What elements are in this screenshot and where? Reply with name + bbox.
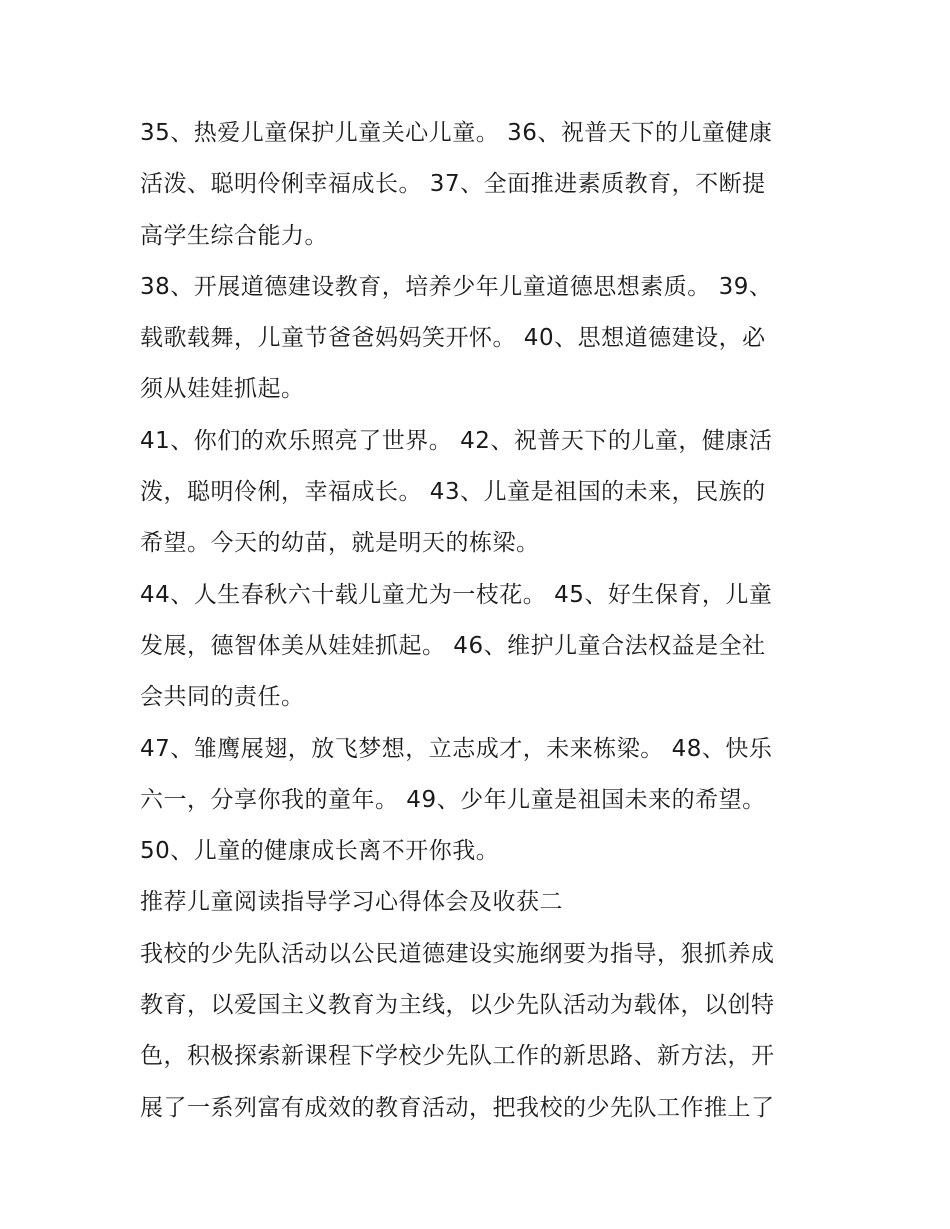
text-line: 47、雏鹰展翅，放飞梦想，立志成才，未来栋梁。 48、快乐 <box>140 735 773 762</box>
text-line: 35、热爱儿童保护儿童关心儿童。 36、祝普天下的儿童健康 <box>140 120 773 146</box>
text-line: 载歌载舞，儿童节爸爸妈妈笑开怀。 40、思想道德建设，必 <box>140 325 766 352</box>
text-line: 高学生综合能力。 <box>140 222 328 249</box>
text-line: 须从娃娃抓起。 <box>140 376 305 403</box>
text-line: 会共同的责任。 <box>140 684 305 711</box>
text-line: 教育，以爱国主义教育为主线，以少先队活动为载体，以创特 <box>140 992 775 1019</box>
text-line: 41、你们的欢乐照亮了世界。 42、祝普天下的儿童，健康活 <box>140 427 773 454</box>
text-line: 44、人生春秋六十载儿童尤为一枝花。 45、好生保育，儿童 <box>140 581 773 608</box>
text-line: 泼，聪明伶俐，幸福成长。 43、儿童是祖国的未来，民族的 <box>140 479 766 506</box>
text-line: 六一，分享你我的童年。 49、少年儿童是祖国未来的希望。 <box>140 786 766 813</box>
text-line: 50、儿童的健康成长离不开你我。 <box>140 838 500 865</box>
text-line: 希望。今天的幼苗，就是明天的栋梁。 <box>140 530 540 557</box>
section-heading: 推荐儿童阅读指导学习心得体会及收获二 <box>140 889 563 916</box>
text-line: 色，积极探索新课程下学校少先队工作的新思路、新方法，开 <box>140 1043 775 1070</box>
text-line: 展了一系列富有成效的教育活动，把我校的少先队工作推上了 <box>140 1094 775 1121</box>
document-body <box>140 108 820 1134</box>
text-line: 活泼、聪明伶俐幸福成长。 37、全面推进素质教育，不断提 <box>140 171 766 198</box>
text-line: 我校的少先队活动以公民道德建设实施纲要为指导，狠抓养成 <box>140 940 775 967</box>
text-line: 发展，德智体美从娃娃抓起。 46、维护儿童合法权益是全社 <box>140 632 766 659</box>
text-line: 38、开展道德建设教育，培养少年儿童道德思想素质。 39、 <box>140 273 773 300</box>
